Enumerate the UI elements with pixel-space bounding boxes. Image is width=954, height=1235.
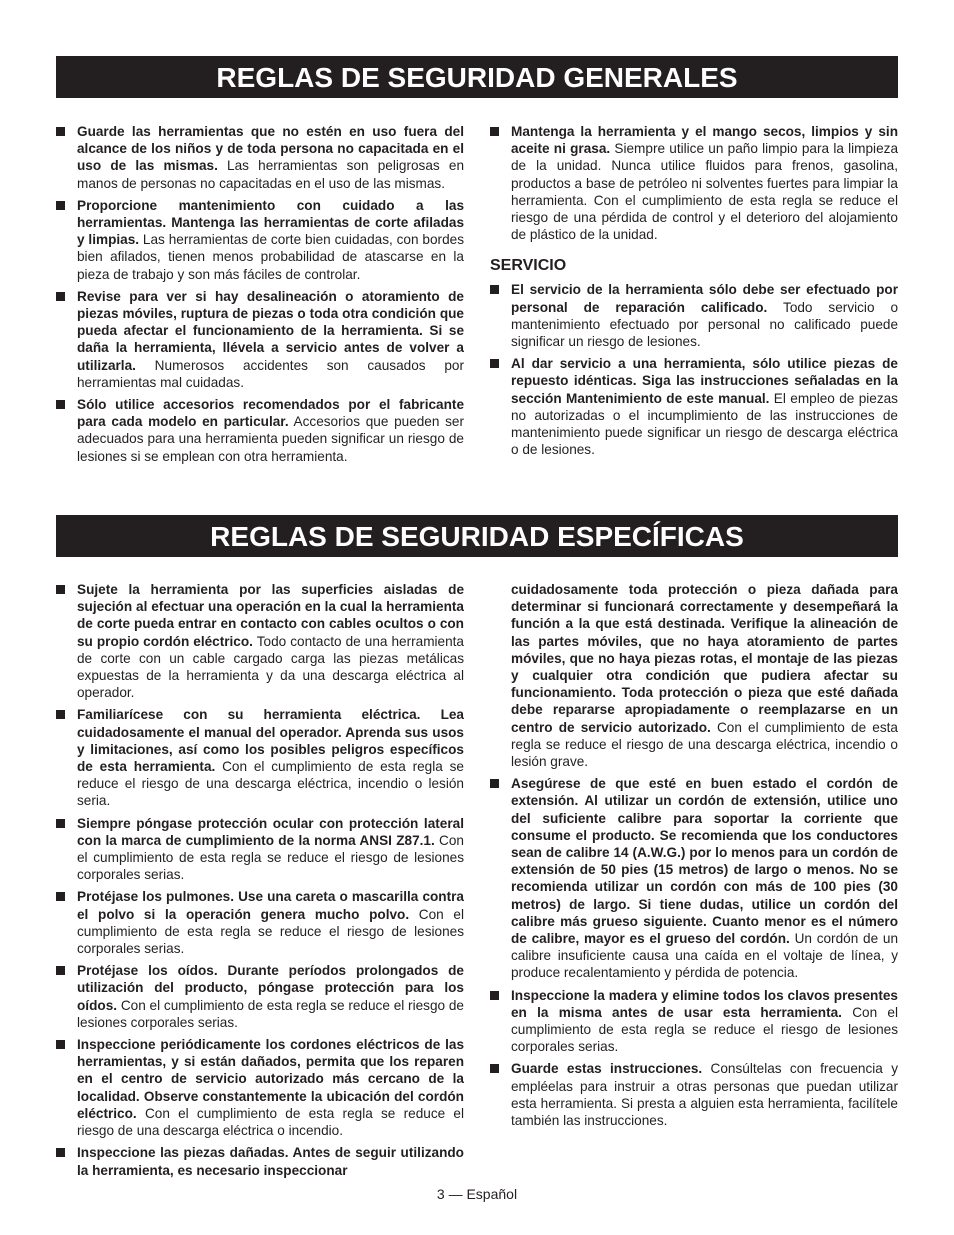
list-item: Protéjase los oídos. Durante períodos prolongados de utilización del producto, póngase protección para los oídos. Con el cumplimiento de esta regla se reduce el riesgo de lesiones corporales serias. — [56, 962, 464, 1031]
bullet-square-icon — [56, 1148, 65, 1157]
bullet-square-icon — [490, 779, 499, 788]
list-item: Familiarícese con su herramienta eléctrica. Lea cuidadosamente el manual del operador. Aprenda sus usos y limitaciones, así como los posibles peligros específicos de esta herramienta. Con el cumplimiento de esta regla se reduce el riesgo de una descarga eléctrica, incendio o lesión seria. — [56, 706, 464, 809]
general-rules-right-column — [490, 123, 898, 463]
service-heading: SERVICIO — [490, 257, 567, 275]
list-item: El servicio de la herramienta sólo debe ser efectuado por personal de reparación calificado. Todo servicio o mantenimiento efectuado por personal no calificado puede significar un riesgo de lesiones. — [490, 281, 898, 350]
list-item: Asegúrese de que esté en buen estado el cordón de extensión. Al utilizar un cordón de extensión, utilice uno del suficiente calibre para soportar la corriente que consume el producto. Se recomienda que los conductores sean de calibre 14 (A.W.G.) por lo menos para un cordón de extensión de 50 pies (15 metros) de largo o menos. No se recomienda utilizar un cordón con más de 100 pies (30 metros) de largo. Si tiene dudas, utilice un cordón del calibre más grueso siguiente. Cuanto menor es el número de calibre, mayor es el grueso del cordón. Un cordón de un calibre insuficiente causa una caída en el voltaje de línea, y produce recalentamiento y pérdida de potencia. — [490, 775, 898, 981]
list-item: Inspeccione la madera y elimine todos los clavos presentes en la misma antes de usar esta herramienta. Con el cumplimiento de esta regla se reduce el riesgo de lesiones corporales serias. — [490, 987, 898, 1056]
section-title-general: REGLAS DE SEGURIDAD GENERALES — [56, 56, 898, 98]
bullet-square-icon — [56, 710, 65, 719]
list-item: Guarde las herramientas que no estén en uso fuera del alcance de los niños y de toda persona no capacitada en el uso de las mismas. Las herramientas son peligrosas en manos de personas no capacitadas en el uso de las mismas. — [56, 123, 464, 192]
bullet-square-icon — [56, 1040, 65, 1049]
bullet-square-icon — [490, 991, 499, 1000]
list-item: Protéjase los pulmones. Use una careta o mascarilla contra el polvo si la operación genera mucho polvo. Con el cumplimiento de esta regla se reduce el riesgo de lesiones corporales serias. — [56, 888, 464, 957]
bullet-square-icon — [56, 819, 65, 828]
specific-rules-right-column — [490, 581, 898, 1134]
list-item: Inspeccione las piezas dañadas. Antes de seguir utilizando la herramienta, es necesario inspeccionar — [56, 1144, 464, 1178]
bullet-square-icon — [56, 292, 65, 301]
bullet-square-icon — [490, 127, 499, 136]
list-item: Revise para ver si hay desalineación o atoramiento de piezas móviles, ruptura de piezas o toda otra condición que pueda afectar el funcionamiento de la herramienta. Si se daña la herramienta, llévela a servicio antes de volver a utilizarla. Numerosos accidentes son causados por herramientas mal cuidadas. — [56, 288, 464, 391]
section-title-specific: REGLAS DE SEGURIDAD ESPECÍFICAS — [56, 515, 898, 557]
bullet-square-icon — [56, 201, 65, 210]
list-item-continuation: cuidadosamente toda protección o pieza dañada para determinar si funcionará correctamente y desempeñará la función a la que está destinada. Verifique la alineación de las partes móviles, que no haya atoramiento de partes móviles, que no haya piezas rotas, el montaje de las piezas y cualquier otra condición que pudiera afectar su funcionamiento. Toda protección o pieza que esté dañada debe repararse apropiadamente o reemplazarse en un centro de servicio autorizado. Con el cumplimiento de esta regla se reduce el riesgo de una descarga eléctrica, incendio o lesión grave. — [511, 582, 898, 770]
specific-rules-left-column — [56, 581, 464, 1184]
list-item: Guarde estas instrucciones. Consúltelas con frecuencia y empléelas para instruir a otras personas que puedan utilizar esta herramienta. Si presta a alguien esta herramienta, facilítele también las instrucciones. — [490, 1060, 898, 1129]
bullet-square-icon — [56, 127, 65, 136]
list-item: Siempre póngase protección ocular con protección lateral con la marca de cumplimiento de la norma ANSI Z87.1. Con el cumplimiento de esta regla se reduce el riesgo de lesiones corporales serias. — [56, 815, 464, 884]
page-number: 3 — Español — [436, 1186, 518, 1202]
bullet-square-icon — [56, 400, 65, 409]
bullet-square-icon — [490, 359, 499, 368]
bullet-square-icon — [490, 1064, 499, 1073]
bullet-square-icon — [490, 285, 499, 294]
bullet-square-icon — [56, 585, 65, 594]
list-item: Sólo utilice accesorios recomendados por el fabricante para cada modelo en particular. Accesorios que pueden ser adecuados para una herramienta pueden significar un riesgo de lesiones si se emplean con otra herramienta. — [56, 396, 464, 465]
list-item: Al dar servicio a una herramienta, sólo utilice piezas de repuesto idénticas. Siga las instrucciones señaladas en la sección Mantenimiento de este manual. El empleo de piezas no autorizadas o el incumplimiento de las instrucciones de mantenimiento puede significar un riesgo de descarga eléctrica o de lesiones. — [490, 355, 898, 458]
list-item: Mantenga la herramienta y el mango secos, limpios y sin aceite ni grasa. Siempre utilice un paño limpio para la limpieza de la unidad. Nunca utilice fluidos para frenos, gasolina, productos a base de petróleo ni solventes fuertes para limpiar la herramienta. Con el cumplimiento de esta regla se reduce el riesgo de una pérdida de control y el deterioro del alojamiento de plástico de la unidad. — [490, 123, 898, 243]
bullet-square-icon — [56, 892, 65, 901]
list-item: Sujete la herramienta por las superficies aisladas de sujeción al efectuar una operación en la cual la herramienta de corte pueda entrar en contacto con cables ocultos o con su propio cordón eléctrico. Todo contacto de una herramienta de corte con un cable cargado carga las piezas metálicas expuestas de la herramienta y da una descarga eléctrica al operador. — [56, 581, 464, 701]
bullet-square-icon — [56, 966, 65, 975]
list-item: Inspeccione periódicamente los cordones eléctricos de las herramientas, y si están dañados, permita que los reparen en el centro de servicio autorizado más cercano de la localidad. Observe constantemente la ubicación del cordón eléctrico. Con el cumplimiento de esta regla se reduce el riesgo de una descarga eléctrica o incendio. — [56, 1036, 464, 1139]
general-rules-left-column — [56, 123, 464, 470]
list-item: Proporcione mantenimiento con cuidado a las herramientas. Mantenga las herramientas de corte afiladas y limpias. Las herramientas de corte bien cuidadas, con bordes bien afilados, tienen menos probabilidad de atascarse en la pieza de trabajo y son más fáciles de controlar. — [56, 197, 464, 283]
